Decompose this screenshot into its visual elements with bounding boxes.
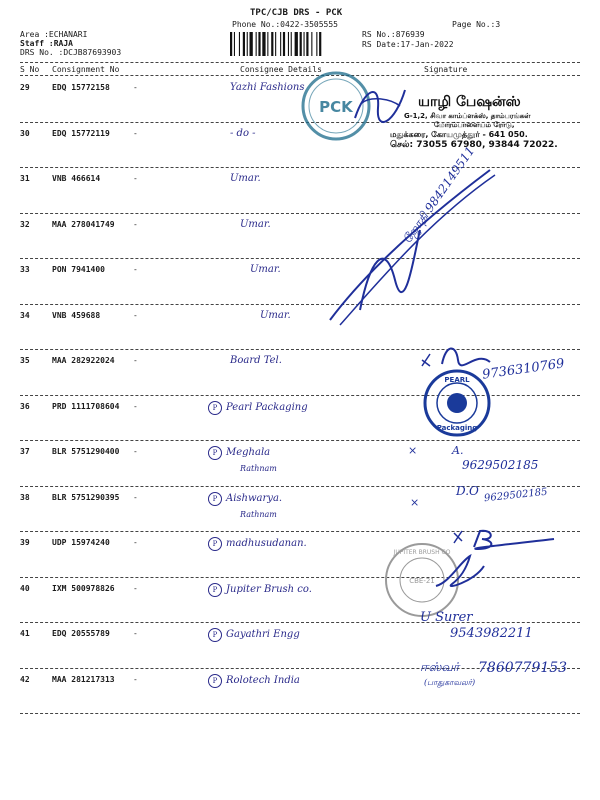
row-dash: - [133,265,138,274]
rs-date: RS Date:17-Jan-2022 [362,40,454,49]
row-dash: - [133,492,138,502]
row-dash: - [133,538,138,547]
signature-42-note: (பாதுகாவலர்) [424,678,476,687]
barcode-bar [258,32,260,56]
row-consignment-no: MAA 282922024 [52,356,115,365]
pearl-stamp-bottom: Packaging [436,424,478,432]
signature-note-31-34: ஜோதி 9842149511 [400,143,478,247]
barcode-bar [271,32,273,56]
drs-number: DRS No. :DCJB87693903 [20,48,122,57]
row-separator [20,395,580,396]
barcode-bar [239,32,240,56]
table-row [0,306,600,352]
consignee-marker-icon: P [208,628,222,642]
row-consignee [260,310,291,321]
row-dash: - [133,583,138,593]
barcode-bar [250,32,253,56]
signature-x-37: × [408,444,418,457]
row-consignment-no: BLR 5751290400 [52,447,120,456]
jupiter-stamp-top: JUPITER BRUSH CO [393,549,451,556]
row-consignment-no: VNB 459688 [52,310,101,320]
signature-35-scribble [418,340,498,370]
row-s-no: 34 [20,310,30,320]
row-s-no: 39 [20,538,30,547]
col-s-no: S No [20,65,40,74]
row-consignment-no: PRD 1111708604 [52,401,120,411]
row-consignee-text: Gayathri Engg [226,629,300,640]
row-consignee [208,537,307,551]
col-signature: Signature [424,65,468,74]
barcode-bar [243,32,245,56]
row-consignee [230,128,256,139]
signature-37-phone: 9629502185 [462,458,539,472]
row-consignment-no: EDQ 20555789 [52,629,110,638]
row-consignee [208,492,282,506]
row-dash: - [133,629,138,638]
barcode-bar [283,32,285,56]
company-stamp-phone: செல்: 73055 67980, 93844 72022. [390,140,558,150]
row-consignee-text: Board Tel. [230,355,282,366]
jupiter-stamp-center: CBE-21 [409,577,435,585]
row-consignment-no: MAA 281217313 [52,674,115,684]
row-s-no: 32 [20,219,30,229]
barcode-bar [304,32,305,56]
row-s-no: 40 [20,583,30,593]
row-consignee-text: Umar. [250,264,281,275]
barcode-bar [291,32,292,56]
row-consignee-line2: Rathnam [240,509,277,519]
row-consignee-text: Yazhi Fashions [230,82,305,93]
drs-title: TPC/CJB DRS - PCK [250,8,343,18]
company-stamp-name: யாழி பேஷன்ஸ் [418,94,521,110]
barcode-bar [288,32,289,56]
barcode-bar [275,32,276,56]
signature-39-scribble [450,525,560,555]
row-dash: - [133,401,138,411]
row-consignee [230,82,304,93]
row-consignment-no: PON 7941400 [52,265,105,274]
row-consignee-text: Umar. [240,218,271,230]
barcode-bar [300,32,302,56]
row-consignee-text: Rolotech India [226,674,300,686]
row-consignee [208,628,300,642]
row-dash: - [133,128,138,138]
company-stamp-line2: மோரம்பாளையம் ரோடு, [434,121,515,129]
row-separator [20,713,580,714]
row-consignee [208,446,270,460]
row-s-no: 36 [20,401,30,411]
row-consignee-text: Aishwarya. [226,492,283,504]
barcode-bar [247,32,248,56]
barcode-bar [316,32,317,56]
barcode-bar [311,32,312,56]
company-stamp-line1: G-1,2, சிவா காம்ப்ளக்ஸ், தாம்பரங்கள் [404,112,531,120]
barcode-bar [234,32,235,56]
row-consignee-text: Umar. [260,309,291,321]
row-separator [20,577,580,578]
signature-41-phone: 9543982211 [450,626,533,641]
barcode-bar [280,32,281,56]
row-consignment-no: UDP 15974240 [52,538,110,547]
signature-42-phone: 7860779153 [478,660,568,676]
row-dash: - [133,310,138,320]
consignee-marker-icon: P [208,492,222,506]
row-consignment-no: VNB 466614 [52,174,101,183]
row-s-no: 30 [20,128,30,138]
row-consignee [230,173,261,184]
table-row [0,579,600,625]
table-row [0,215,600,261]
row-s-no: 37 [20,447,30,456]
row-consignee-text: - do - [230,127,256,139]
row-consignee [208,583,312,597]
table-row [0,169,600,215]
row-consignee [208,401,308,415]
row-consignment-no: EDQ 15772158 [52,83,110,92]
barcode-bar [256,32,257,56]
row-consignment-no: EDQ 15772119 [52,128,110,138]
row-s-no: 29 [20,83,30,92]
rs-number: RS No.:876939 [362,30,425,39]
row-separator [20,440,580,441]
row-consignee-text: Meghala [226,447,271,458]
barcode-bar [319,32,321,56]
row-dash: - [133,219,138,229]
row-consignment-no: IXM 500978826 [52,583,115,593]
company-stamp-line3: மதுக்கரை, கோயமுத்தூர் - 641 050. [390,130,528,139]
table-row [0,260,600,306]
page-number: Page No.:3 [452,20,501,29]
row-consignment-no: MAA 278041749 [52,219,115,229]
signature-35-phone: 9736310769 [481,356,566,383]
row-consignment-no: BLR 5751290395 [52,492,120,502]
row-consignee-text: madhusudanan. [226,538,307,549]
signature-37-name: A. [452,444,464,457]
row-consignee-line2: Rathnam [240,464,277,473]
row-separator [20,622,580,623]
pearl-stamp-top: PEARL [444,376,470,384]
row-dash: - [133,83,138,92]
table-row [0,670,600,716]
signature-x-38: × [410,496,420,509]
staff-label: Staff :RAJA [20,39,73,48]
signature-40-scribble [430,552,490,592]
row-s-no: 35 [20,356,30,365]
row-separator [20,486,580,487]
signature-38-phone: 9629502185 [483,486,549,505]
consignee-marker-icon: P [208,401,222,415]
row-dash: - [133,356,138,365]
row-s-no: 42 [20,674,30,684]
company-stamp [388,94,588,151]
signature-41-name: U Surer [420,610,473,625]
consignee-marker-icon: P [208,583,222,597]
row-s-no: 31 [20,174,30,183]
barcode-bar [267,32,268,56]
row-dash: - [133,447,138,456]
barcode-bar [230,32,232,56]
row-consignee [208,674,300,688]
consignee-marker-icon: P [208,674,222,688]
barcode [230,32,354,56]
row-s-no: 33 [20,265,30,274]
row-consignee [240,219,271,230]
col-consignee: Consignee Details [240,65,322,74]
signature-scribble-29 [350,78,410,128]
row-consignee-text: Umar. [230,173,261,184]
barcode-bar [295,32,298,56]
pck-stamp-text: PCK [319,98,353,116]
row-dash: - [133,674,138,684]
signature-38-name: D.O [456,484,479,498]
consignee-marker-icon: P [208,537,222,551]
table-row [0,397,600,443]
row-dash: - [133,174,138,183]
barcode-bar [306,32,308,56]
row-consignee [230,355,282,366]
phone-number: Phone No.:0422-3505555 [232,20,338,29]
row-s-no: 38 [20,492,30,502]
area-label: Area :ECHANARI [20,30,88,39]
signature-42-name: ஈஸ்வர் [420,660,460,674]
row-consignee [250,264,281,275]
row-s-no: 41 [20,629,30,638]
row-consignee-text: Jupiter Brush co. [226,583,312,595]
col-consignment: Consignment No [52,65,120,74]
consignee-marker-icon: P [208,446,222,460]
barcode-bar [262,32,265,56]
pearl-packaging-stamp [422,368,492,438]
row-consignee-text: Pearl Packaging [226,401,308,413]
